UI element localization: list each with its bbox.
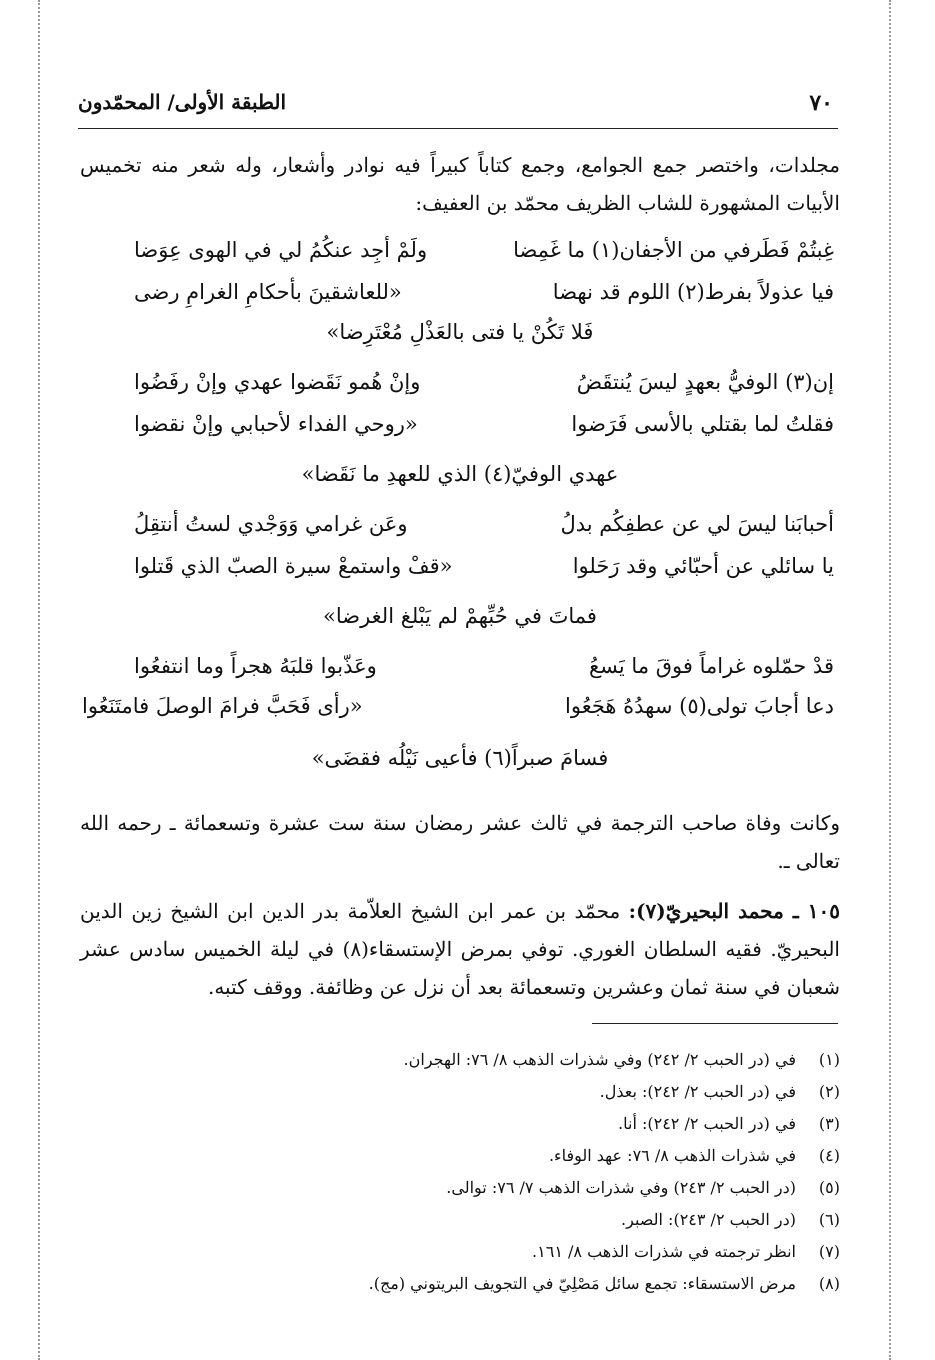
verse-hemistich-first: فقلتُ لما بقتلي بالأسى فَرَضوا	[571, 412, 834, 436]
header-rule	[78, 128, 838, 129]
footnote	[80, 1268, 840, 1300]
footnote-number: (٦)	[818, 1210, 840, 1229]
footnote	[80, 1172, 840, 1204]
footnote-text: مرض الاستسقاء: تجمع سائل مَصْلِيّ في التجويف البريتوني (مج).	[368, 1274, 796, 1293]
verse-refrain: عهدي الوفيّ(٤) الذي للعهدِ ما نَقَضا»	[301, 462, 619, 486]
verse-hemistich-second: «قفْ واستمعْ سيرة الصبّ الذي قَتلوا	[134, 554, 453, 578]
verse-line	[134, 238, 834, 274]
footnotes	[80, 1044, 840, 1300]
verse-refrain: فَلا تَكُنْ يا فتى بالعَذْلِ مُعْتَرِضا»	[326, 320, 594, 344]
footnote-number: (١)	[818, 1050, 840, 1069]
footnote-number: (٢)	[818, 1082, 840, 1101]
verse-line	[134, 370, 834, 406]
entry-text: محمّد بن عمر ابن الشيخ العلاّمة بدر الدين ابن الشيخ زين الدين البحيريّ. فقيه السلطان الغوري. توفي بمرض الإستسقاء(٨) في ليلة الخميس سادس عشر شعبان في سنة ثمان وعشرين وتسعمائة بعد أن نزل عن وظائفة. ووقف كتبه.	[80, 899, 840, 999]
verse-refrain: فسامَ صبراً(٦) فأعيى نَيْلُه فقضَى»	[311, 746, 609, 770]
footnote	[80, 1044, 840, 1076]
footnote-text: (در الحبب ٢/ ٢٤٣) وفي شذرات الذهب ٧/ ٧٦: توالى.	[446, 1178, 796, 1197]
verse-hemistich-second: «للعاشقينَ بأحكامِ الغرامِ رضى	[134, 280, 402, 304]
footnote	[80, 1108, 840, 1140]
verse-hemistich-first: فيا عذولاً بفرط(٢) اللوم قد نهضا	[552, 280, 834, 304]
verse-line	[134, 554, 834, 590]
footnote	[80, 1140, 840, 1172]
footnote	[80, 1204, 840, 1236]
verse-hemistich-first: يا سائلي عن أحبّائي وقد رَحَلوا	[572, 554, 834, 578]
footnote-text: في (در الحبب ٢/ ٢٤٢) وفي شذرات الذهب ٨/ ٧٦: الهجران.	[403, 1050, 796, 1069]
footnote-number: (٤)	[818, 1146, 840, 1165]
running-header	[78, 90, 833, 124]
left-margin-dotted-line	[38, 0, 40, 1360]
footnote-text: في شذرات الذهب ٨/ ٧٦: عهد الوفاء.	[548, 1146, 796, 1165]
verse-line	[134, 654, 834, 690]
closing-paragraph: وكانت وفاة صاحب الترجمة في ثالث عشر رمضان سنة ست عشرة وتسعمائة ـ رحمه الله تعالى ـ.	[80, 811, 840, 873]
verse-hemistich-second: ولَمْ أجِد عنكُمُ لي في الهوى عِوَضا	[134, 238, 428, 262]
verse-hemistich-first: دعا أجابَ تولى(٥) سهدُهُ هَجَعُوا	[565, 694, 834, 718]
biography-entry	[80, 892, 840, 1006]
verse-line	[134, 280, 834, 316]
verse-hemistich-first: إن(٣) الوفيُّ بعهدٍ ليسَ يُنتقَضُ	[576, 370, 834, 394]
page-number: ٧٠	[809, 90, 833, 116]
footnote-text: انظر ترجمته في شذرات الذهب ٨/ ١٦١.	[532, 1242, 796, 1261]
footnote-number: (٨)	[818, 1274, 840, 1293]
verse-hemistich-second: «روحي الفداء لأحبابي وإنْ نقضوا	[134, 412, 418, 436]
footnote-text: (در الحبب ٢/ ٢٤٣): الصبر.	[621, 1210, 796, 1229]
header-title: الطبقة الأولى/ المحمّدون	[78, 90, 287, 114]
verse-line	[134, 412, 834, 448]
footnote-number: (٣)	[818, 1114, 840, 1133]
verse-hemistich-second: وإنْ هُمو نَقَضوا عهدي وإنْ رفَضُوا	[134, 370, 421, 394]
verse-hemistich-second: وعَن غرامي وَوَجْدي لستُ أنتقِلُ	[134, 512, 408, 536]
verse-hemistich-first: غِبتُمْ فَطَرفي من الأجفان(١) ما غَمِضا	[513, 238, 834, 262]
footnote	[80, 1076, 840, 1108]
verse-hemistich-first: أحبابَنا ليسَ لي عن عطفِكُم بدلُ	[560, 512, 834, 536]
footnote-number: (٧)	[818, 1242, 840, 1261]
footnote-number: (٥)	[818, 1178, 840, 1197]
verse-line	[134, 512, 834, 548]
footnote-text: في (در الحبب ٢/ ٢٤٢): أنا.	[618, 1114, 796, 1133]
footnote-rule	[592, 1023, 838, 1024]
verse-hemistich-first: قدْ حمّلوه غراماً فوقَ ما يَسعُ	[589, 654, 834, 678]
right-margin-dotted-line	[889, 0, 891, 1360]
intro-paragraph: مجلدات، واختصر جمع الجوامع، وجمع كتاباً كبيراً فيه نوادر وأشعار، وله شعر منه تخميس الأبيات المشهورة للشاب الظريف محمّد بن العفيف:	[80, 153, 840, 215]
entry-heading: ١٠٥ ـ محمد البحيريّ(٧):	[628, 899, 840, 923]
footnote-text: في (در الحبب ٢/ ٢٤٢): بعذل.	[599, 1082, 796, 1101]
verse-hemistich-second: وعَذّبوا قلبَهُ هجراً وما انتفعُوا	[134, 654, 377, 678]
verse-refrain: فماتَ في حُبِّهمْ لم يَبْلغ الغرضا»	[323, 604, 597, 628]
verse-hemistich-second: «رأى فَحَبَّ فرامَ الوصلَ فامتَنَعُوا	[82, 694, 363, 718]
footnote	[80, 1236, 840, 1268]
verse-line	[82, 694, 834, 730]
